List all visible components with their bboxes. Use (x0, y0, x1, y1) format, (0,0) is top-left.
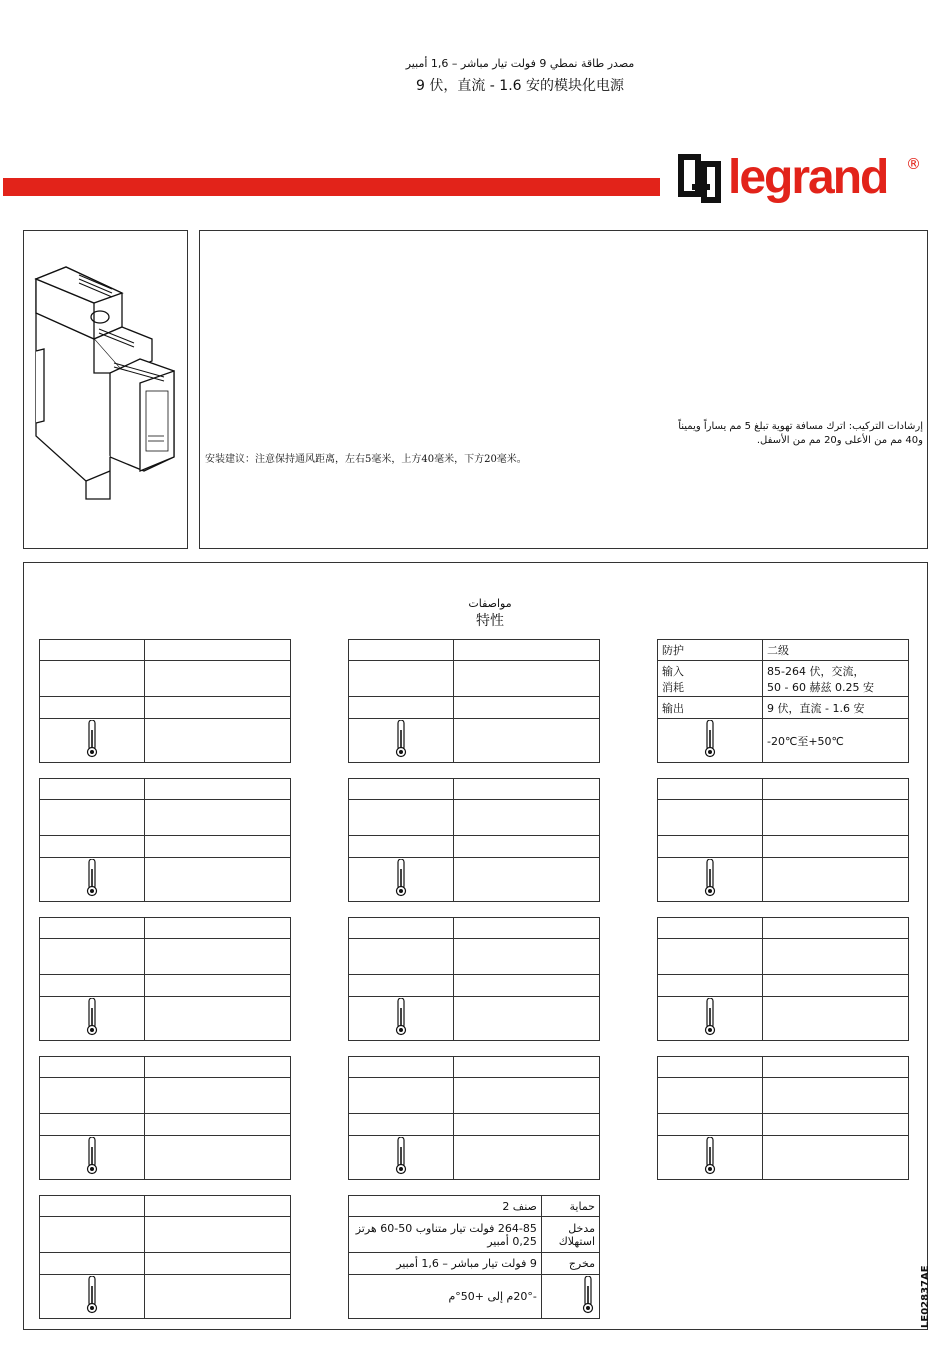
zh-output-value: 9 伏，直流 - 1.6 安 (763, 697, 909, 719)
zh-input-label (658, 661, 763, 697)
title-arabic: مصدر طاقة نمطي 9 فولت تيار مباشر – 1,6 أمبير (405, 57, 635, 70)
install-note-ar-line2: و40 مم من الأعلى و20 مم من الأسفل. (756, 435, 923, 446)
zh-input-value-line2: 50 - 60 赫兹 0.25 安 (767, 680, 874, 694)
thermometer-icon (394, 720, 408, 758)
spec-table-empty (39, 1056, 291, 1180)
title-chinese: 9 伏，直流 - 1.6 安的模块化电源 (415, 78, 625, 94)
thermometer-icon (581, 1276, 595, 1314)
specs-heading-chinese: 特性 (476, 613, 504, 629)
legrand-logo-icon (678, 154, 724, 204)
document-reference-text: LE02837AE (920, 1265, 931, 1328)
zh-input-label-text: 输入 (662, 664, 684, 678)
document-reference (920, 1265, 942, 1328)
thermometer-icon (85, 998, 99, 1036)
zh-output-label: 输出 (658, 697, 763, 719)
zh-protection-label: 防护 (658, 640, 763, 661)
registered-mark: ® (906, 155, 921, 173)
thermometer-icon (85, 859, 99, 897)
spec-table-empty (348, 639, 600, 763)
spec-table-chinese (657, 639, 909, 763)
ar-output-value: 9 فولت تيار مباشر – 1,6 أمبير (349, 1253, 542, 1275)
thermometer-icon (703, 998, 717, 1036)
spec-table-empty (657, 778, 909, 902)
brand-red-bar (3, 178, 660, 196)
install-note-chinese: 安装建议：注意保持通风距离，左右5毫米，上方40毫米，下方20毫米。 (205, 454, 527, 465)
ar-input-label (541, 1217, 599, 1253)
spec-table-empty (39, 917, 291, 1041)
thermometer-icon (85, 1276, 99, 1314)
thermometer-icon (703, 859, 717, 897)
zh-input-value (763, 661, 909, 697)
zh-protection-value: 二级 (763, 640, 909, 661)
spec-table-empty (39, 1195, 291, 1319)
spec-table-empty (348, 917, 600, 1041)
thermometer-icon (703, 1137, 717, 1175)
ar-protection-value: صنف 2 (349, 1196, 542, 1217)
zh-input-value-line1: 85-264 伏，交流， (767, 664, 865, 678)
spec-table-empty (657, 1056, 909, 1180)
spec-table-empty (39, 639, 291, 763)
thermometer-icon (394, 1137, 408, 1175)
install-note-ar-line1: إرشادات التركيب: اترك مسافة تهوية تبلغ 5 مم يساراً ويميناً (678, 421, 923, 432)
ar-input-value (349, 1217, 542, 1253)
thermometer-icon (85, 1137, 99, 1175)
ar-protection-label: حماية (541, 1196, 599, 1217)
specs-heading-arabic: مواصفات (468, 597, 512, 610)
ar-output-label: مخرج (541, 1253, 599, 1275)
spec-table-empty (39, 778, 291, 902)
install-note-arabic (623, 420, 923, 448)
thermometer-icon (703, 720, 717, 758)
din-module-illustration (24, 231, 187, 548)
thermometer-icon (85, 720, 99, 758)
spec-table-empty (348, 1056, 600, 1180)
ar-consumption-label: استهلاك (558, 1234, 595, 1248)
spec-table-arabic (348, 1195, 600, 1319)
product-illustration-frame (23, 230, 188, 549)
spec-table-empty (348, 778, 600, 902)
thermometer-icon (394, 859, 408, 897)
ar-input-label-text: مدخل (568, 1221, 595, 1235)
spec-table-empty (657, 917, 909, 1041)
brand-wordmark: legrand (728, 151, 888, 204)
installation-frame (199, 230, 928, 549)
zh-consumption-label: 消耗 (662, 680, 684, 694)
ar-temperature-value: -20°م إلى +50°م (349, 1275, 542, 1319)
ar-input-value-line1: 264-85 فولت تيار متناوب 50-60 هرتز (355, 1221, 537, 1235)
ar-input-value-line2: 0,25 أمبير (487, 1234, 537, 1248)
zh-temperature-value: -20℃至+50℃ (763, 719, 909, 763)
thermometer-icon (394, 998, 408, 1036)
